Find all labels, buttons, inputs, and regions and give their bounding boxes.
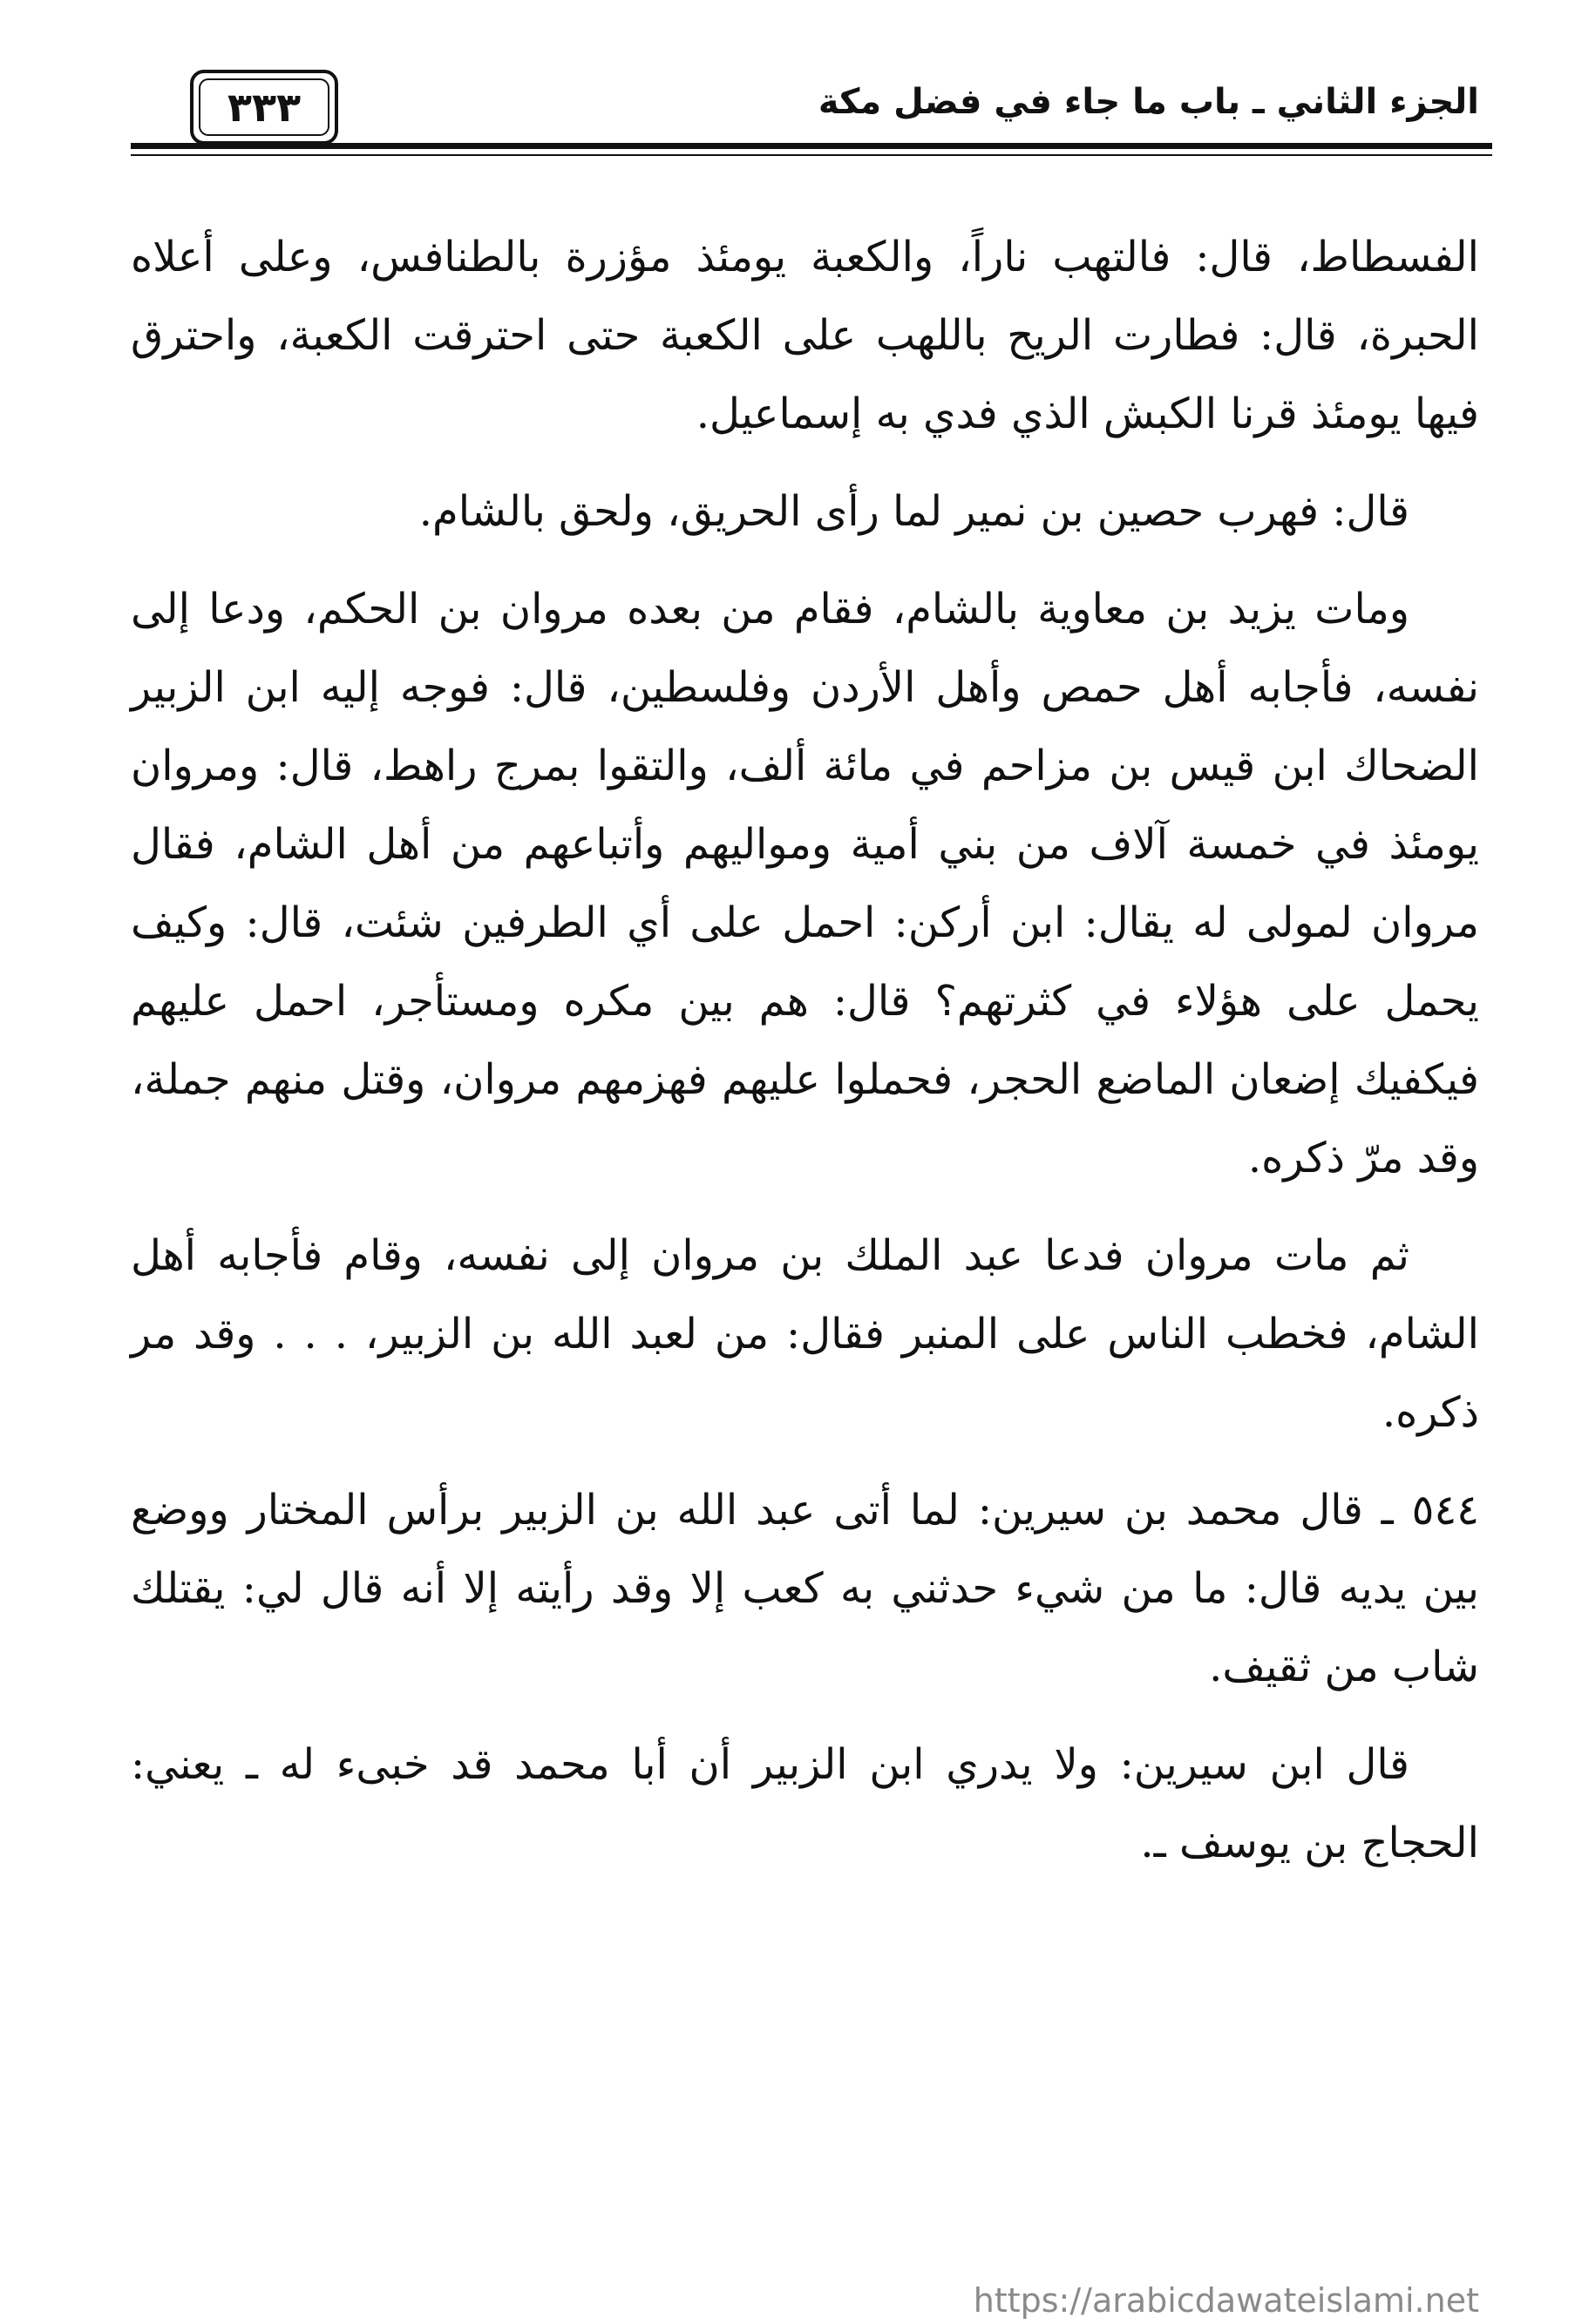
paragraph-4: ثم مات مروان فدعا عبد الملك بن مروان إلى نفسه، وقام فأجابه أهل الشام، فخطب الناس على المنبر فقال: من لعبد الله بن الزبير، . . . وقد مر ذكره. (131, 1231, 1480, 1437)
paragraph-3: ومات يزيد بن معاوية بالشام، فقام من بعده مروان بن الحكم، ودعا إلى نفسه، فأجابه أهل حمص وأهل الأردن وفلسطين، قال: فوجه إليه ابن الزبير الضحاك ابن قيس بن مزاحم في مائة ألف، والتقوا بمرج راهط، قال: ومروان يومئذ في خمسة آلاف من بني أمية ومواليهم وأتباعهم من أهل الشام، فقال مروان لمولى له يقال: ابن أركن: احمل على أي الطرفين شئت، قال: وكيف يحمل على هؤلاء في كثرتهم؟ قال: هم بين مكره ومستأجر، احمل عليهم فيكفيك إضعان الماضع الحجر، فحملوا عليهم فهزمهم مروان، وقتل منهم جملة، وقد مرّ ذكره. (131, 585, 1480, 1182)
body-text (131, 218, 1479, 1901)
page-number-badge (190, 70, 338, 145)
paragraph-1: الفسطاط، قال: فالتهب ناراً، والكعبة يومئذ مؤزرة بالطنافس، وعلى أعلاه الحبرة، قال: فطارت الريح باللهب على الكعبة حتى احترقت الكعبة، واحترق فيها يومئذ قرنا الكبش الذي فدي به إسماعيل. (131, 233, 1479, 438)
running-title: الجزء الثاني ـ باب ما جاء في فضل مكة (818, 82, 1479, 122)
page-number: ٣٣٣ (227, 84, 302, 131)
header-rule-thick (131, 143, 1492, 149)
header-rule-thin (131, 154, 1492, 156)
paragraph-2: قال: فهرب حصين بن نمير لما رأى الحريق، ولحق بالشام. (418, 487, 1409, 536)
paragraph-5: ٥٤٤ ـ قال محمد بن سيرين: لما أتى عبد الله بن الزبير برأس المختار ووضع بين يديه قال: ما من شيء حدثني به كعب إلا وقد رأيته إلا أنه قال لي: يقتلك شاب من ثقيف. (131, 1486, 1479, 1691)
paragraph-6: قال ابن سيرين: ولا يدري ابن الزبير أن أبا محمد قد خبىء له ـ يعني: الحجاج بن يوسف ـ. (131, 1740, 1479, 1867)
watermark-url: https://arabicdawateislami.net (973, 2281, 1479, 2320)
